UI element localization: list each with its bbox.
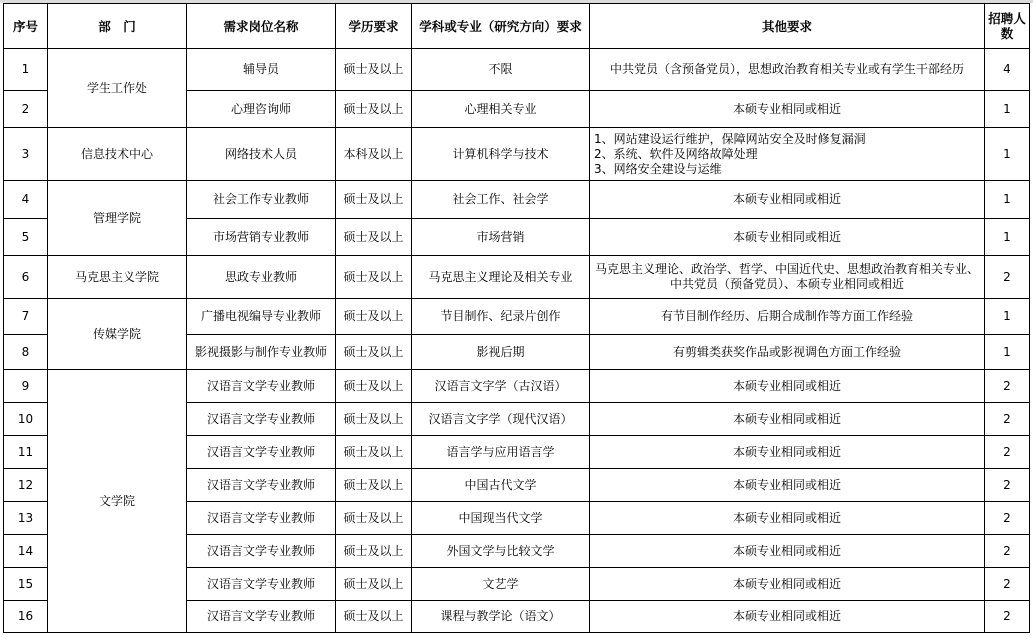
cell-other: 本硕专业相同或相近 [590,469,985,502]
cell-other: 本硕专业相同或相近 [590,535,985,568]
cell-education: 硕士及以上 [336,299,412,335]
cell-other: 本硕专业相同或相近 [590,601,985,633]
header-row [4,4,1030,49]
cell-dept: 马克思主义学院 [48,256,187,299]
cell-count: 1 [985,128,1030,181]
cell-count: 2 [985,502,1030,535]
cell-dept: 文学院 [48,370,187,633]
cell-seq: 2 [4,91,48,128]
cell-major: 心理相关专业 [412,91,590,128]
cell-major: 影视后期 [412,335,590,370]
cell-count: 2 [985,469,1030,502]
cell-dept: 传媒学院 [48,299,187,370]
cell-seq: 16 [4,601,48,633]
cell-education: 硕士及以上 [336,256,412,299]
header-other: 其他要求 [590,4,985,49]
cell-count: 1 [985,299,1030,335]
cell-position: 汉语言文学专业教师 [187,568,336,601]
cell-education: 硕士及以上 [336,335,412,370]
cell-seq: 9 [4,370,48,403]
cell-education: 硕士及以上 [336,91,412,128]
cell-position: 汉语言文学专业教师 [187,502,336,535]
table-row [4,256,1030,299]
cell-seq: 5 [4,219,48,256]
cell-position: 汉语言文学专业教师 [187,601,336,633]
cell-major: 汉语言文字学（现代汉语） [412,403,590,436]
cell-major: 社会工作、社会学 [412,181,590,219]
cell-dept: 信息技术中心 [48,128,187,181]
cell-seq: 8 [4,335,48,370]
table-row [4,128,1030,181]
cell-count: 2 [985,403,1030,436]
cell-major: 节目制作、纪录片创作 [412,299,590,335]
cell-education: 硕士及以上 [336,49,412,91]
other-line: 3、网络安全建设与运维 [594,161,722,176]
header-major: 学科或专业（研究方向）要求 [412,4,590,49]
cell-count: 1 [985,335,1030,370]
other-line: 1、网站建设运行维护，保障网站安全及时修复漏洞 [594,131,866,146]
cell-education: 硕士及以上 [336,568,412,601]
cell-seq: 3 [4,128,48,181]
cell-seq: 7 [4,299,48,335]
cell-position: 思政专业教师 [187,256,336,299]
table-row [4,181,1030,219]
cell-position: 汉语言文学专业教师 [187,469,336,502]
cell-count: 2 [985,256,1030,299]
table-row [4,370,1030,403]
cell-other: 中共党员（含预备党员），思想政治教育相关专业或有学生干部经历 [590,49,985,91]
cell-other [590,128,985,181]
cell-count: 2 [985,601,1030,633]
cell-other: 本硕专业相同或相近 [590,568,985,601]
cell-seq: 15 [4,568,48,601]
cell-major: 课程与教学论（语文） [412,601,590,633]
cell-major: 计算机科学与技术 [412,128,590,181]
cell-education: 硕士及以上 [336,219,412,256]
cell-count: 1 [985,91,1030,128]
cell-education: 硕士及以上 [336,601,412,633]
cell-seq: 12 [4,469,48,502]
cell-major: 马克思主义理论及相关专业 [412,256,590,299]
cell-count: 2 [985,436,1030,469]
cell-position: 影视摄影与制作专业教师 [187,335,336,370]
cell-seq: 6 [4,256,48,299]
cell-other: 有剪辑类获奖作品或影视调色方面工作经验 [590,335,985,370]
table-row [4,299,1030,335]
header-seq: 序号 [4,4,48,49]
cell-major: 中国古代文学 [412,469,590,502]
header-education: 学历要求 [336,4,412,49]
cell-other: 本硕专业相同或相近 [590,436,985,469]
cell-seq: 13 [4,502,48,535]
cell-education: 本科及以上 [336,128,412,181]
cell-other: 本硕专业相同或相近 [590,219,985,256]
cell-major: 语言学与应用语言学 [412,436,590,469]
header-position: 需求岗位名称 [187,4,336,49]
cell-count: 4 [985,49,1030,91]
cell-position: 社会工作专业教师 [187,181,336,219]
cell-major: 外国文学与比较文学 [412,535,590,568]
cell-education: 硕士及以上 [336,469,412,502]
cell-seq: 4 [4,181,48,219]
cell-major: 文艺学 [412,568,590,601]
cell-seq: 14 [4,535,48,568]
cell-major: 不限 [412,49,590,91]
cell-seq: 10 [4,403,48,436]
cell-major: 中国现当代文学 [412,502,590,535]
cell-position: 心理咨询师 [187,91,336,128]
cell-count: 2 [985,370,1030,403]
cell-dept: 管理学院 [48,181,187,256]
other-line: 2、系统、软件及网络故障处理 [594,146,758,161]
cell-position: 市场营销专业教师 [187,219,336,256]
cell-other: 本硕专业相同或相近 [590,502,985,535]
cell-count: 2 [985,535,1030,568]
cell-position: 广播电视编导专业教师 [187,299,336,335]
cell-education: 硕士及以上 [336,181,412,219]
cell-other: 有节目制作经历、后期合成制作等方面工作经验 [590,299,985,335]
cell-other: 本硕专业相同或相近 [590,370,985,403]
cell-count: 1 [985,219,1030,256]
cell-count: 2 [985,568,1030,601]
cell-position: 汉语言文学专业教师 [187,436,336,469]
cell-seq: 1 [4,49,48,91]
header-dept: 部 门 [48,4,187,49]
cell-education: 硕士及以上 [336,502,412,535]
cell-position: 汉语言文学专业教师 [187,403,336,436]
cell-other: 本硕专业相同或相近 [590,181,985,219]
cell-other: 本硕专业相同或相近 [590,91,985,128]
cell-other: 本硕专业相同或相近 [590,403,985,436]
table-row [4,49,1030,91]
cell-other: 马克思主义理论、政治学、哲学、中国近代史、思想政治教育相关专业、中共党员（预备党员）、本硕专业相同或相近 [590,256,985,299]
cell-dept: 学生工作处 [48,49,187,128]
cell-major: 市场营销 [412,219,590,256]
recruitment-table [3,3,1030,633]
cell-seq: 11 [4,436,48,469]
cell-education: 硕士及以上 [336,436,412,469]
cell-position: 辅导员 [187,49,336,91]
cell-position: 网络技术人员 [187,128,336,181]
cell-major: 汉语言文字学（古汉语） [412,370,590,403]
cell-position: 汉语言文学专业教师 [187,535,336,568]
header-count: 招聘人数 [985,4,1030,49]
cell-education: 硕士及以上 [336,535,412,568]
cell-education: 硕士及以上 [336,370,412,403]
cell-education: 硕士及以上 [336,403,412,436]
cell-count: 1 [985,181,1030,219]
cell-position: 汉语言文学专业教师 [187,370,336,403]
